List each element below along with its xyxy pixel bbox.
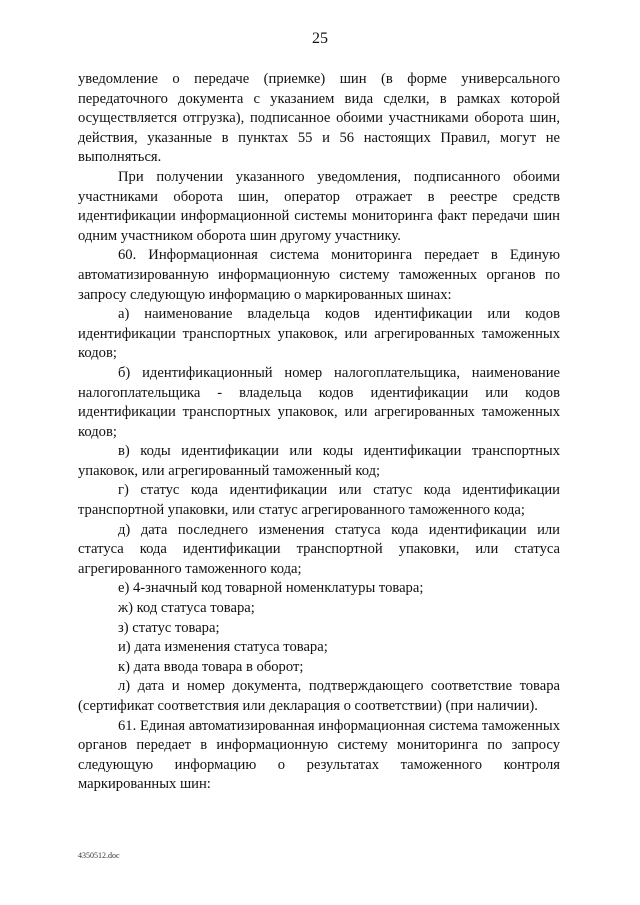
paragraph: л) дата и номер документа, подтверждающего соответствие товара (сертификат соответствия или декларация о соответствии) (при наличии). — [78, 678, 560, 714]
paragraph: б) идентификационный номер налогоплательщика, наименование налогоплательщика - владельца кодов идентификации или кодов идентификации транспортных упаковок, или агрегированных таможенных кодов; — [78, 364, 560, 440]
paragraph: ж) код статуса товара; — [118, 600, 255, 617]
paragraph: 60. Информационная система мониторинга передает в Единую автоматизированную информационную систему таможенных органов по запросу следующую информацию о маркированных шинах: — [78, 247, 560, 303]
paragraph: уведомление о передаче (приемке) шин (в форме универсального передаточного документа с указанием вида сделки, в рамках которой осуществляется отгрузка), подписанное обоими участниками оборота шин, действия, указанные в пунктах 55 и 56 настоящих Правил, могут не выполняться. — [78, 71, 560, 166]
paragraph: а) наименование владельца кодов идентификации или кодов идентификации транспортных упаковок, или агрегированных таможенных кодов; — [78, 306, 560, 362]
paragraph: е) 4-значный код товарной номенклатуры товара; — [118, 580, 424, 597]
paragraph: г) статус кода идентификации или статус кода идентификации транспортной упаковки, или статус агрегированного таможенного кода; — [78, 482, 560, 519]
paragraph: в) коды идентификации или коды идентификации транспортных упаковок, или агрегированный таможенный код; — [78, 443, 560, 479]
paragraph: и) дата изменения статуса товара; — [118, 639, 328, 656]
page-number: 25 — [312, 30, 328, 47]
paragraph: При получении указанного уведомления, подписанного обоими участниками оборота шин, оператор отражает в реестре средств идентификации информационной системы мониторинга факт передачи шин одним участником оборота шин другому участнику. — [78, 168, 560, 244]
document-body — [78, 70, 560, 795]
footer-file-code: 4350512.doc — [78, 851, 120, 860]
paragraph: 61. Единая автоматизированная информационная система таможенных органов передает в информационную систему мониторинга по запросу следующую информацию о результатах таможенного контроля маркированных шин: — [78, 717, 560, 793]
paragraph: д) дата последнего изменения статуса кода идентификации или статуса кода идентификации транспортной упаковки, или статуса агрегированного таможенного кода; — [78, 521, 560, 577]
paragraph: к) дата ввода товара в оборот; — [118, 658, 304, 675]
paragraph: з) статус товара; — [118, 619, 220, 636]
